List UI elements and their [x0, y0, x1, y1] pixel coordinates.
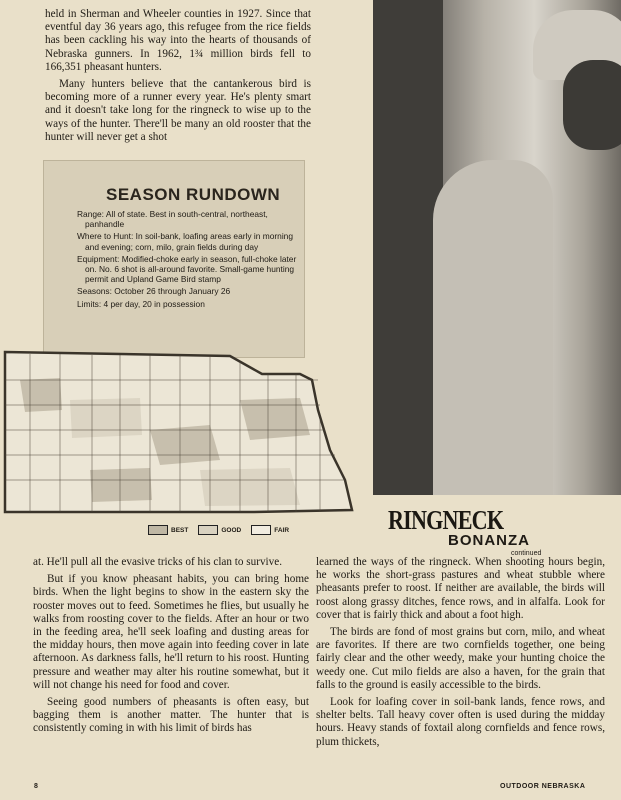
map-legend: [148, 525, 289, 535]
article-subtitle: BONANZA: [448, 532, 530, 549]
legend-fair-label: FAIR: [274, 526, 290, 534]
legend-good-label: GOOD: [221, 526, 242, 534]
map-best-area-4: [90, 468, 152, 502]
map-good-area-1: [70, 398, 142, 438]
page-number: 8: [34, 783, 38, 790]
right-column-text: [316, 556, 605, 753]
article-title-block: [388, 505, 558, 557]
hunter-photo: [373, 0, 621, 495]
right-paragraph-2: The birds are fond of most grains but corn, milo, and wheat are favorites. If there are two cornfields together, one being fairly clear and the other weedy, make your hunting choice the weedy one. Cut milo fields are also a haven, for the grain that falls to the ground is easily accessible to the birds.: [316, 626, 605, 691]
rundown-title: SEASON RUNDOWN: [106, 185, 281, 204]
legend-best-label: BEST: [171, 526, 189, 534]
left-column-text: [33, 556, 309, 740]
rundown-list: [77, 209, 297, 311]
left-paragraph-1: at. He'll pull all the evasive tricks of his clan to survive.: [33, 556, 283, 568]
top-paragraph-1: held in Sherman and Wheeler counties in 1927. Since that eventful day 36 years ago, this refugee from the rice fields has been cackling his way into the hearts of thousands of Nebraska gunners. In 1962, 1¾ million birds fell to 166,351 pheasant hunters.: [45, 8, 311, 73]
nebraska-county-map: [0, 340, 360, 525]
left-paragraph-2: But if you know pheasant habits, you can bring home birds. When the light begins to show in the eastern sky the rooster moves out to feed. Sometimes he flies, but usually he walks from roosting cover to the fields. After an hour or two in the feeding area, he'll seek loafing and dusting areas for the midday hours, then move again into feeding cover in late afternoon. As darkness falls, he'll return to his roost. Hunting pressure and weather may alter his routine somewhat, but it will not change his need for food and cover.: [33, 573, 309, 691]
top-paragraph-2: Many hunters believe that the cantankerous bird is becoming more of a runner every year. He's plenty smart and it doesn't take long for the ringneck to wise up to the ways of the hunter. There'll be many an old rooster that the hunter will never get a shot: [45, 78, 311, 143]
magazine-name: OUTDOOR NEBRASKA: [500, 783, 586, 790]
legend-best: [148, 525, 188, 535]
legend-fair-swatch: [251, 525, 271, 535]
legend-good: [198, 525, 241, 535]
right-paragraph-3: Look for loafing cover in soil-bank lands, fence rows, and shelter belts. Tall heavy cover often is used during the midday hours. Heavy stands of foxtail along cornfields and fence rows, plum thickets,: [316, 696, 605, 748]
rundown-where: Where to Hunt: In soil-bank, loafing areas early in morning and evening; corn, milo, grain fields during day: [77, 231, 293, 252]
rundown-range: Range: All of state. Best in south-central, northeast, panhandle: [77, 209, 268, 230]
rundown-limits: Limits: 4 per day, 20 in possession: [77, 298, 205, 309]
photo-coat: [433, 160, 553, 495]
map-best-area-2: [150, 425, 220, 465]
rundown-equipment: Equipment: Modified-choke early in season, full-choke later on. No. 6 shot is all-around favorite. Small-game hunting permit and Upland Game Bird stamp: [77, 253, 297, 285]
article-title: RINGNECK: [388, 505, 504, 535]
legend-best-swatch: [148, 525, 168, 535]
photo-face: [563, 60, 621, 150]
season-rundown-box: [43, 160, 305, 358]
map-best-area-3: [240, 398, 310, 440]
left-paragraph-3: Seeing good numbers of pheasants is often easy, but bagging them is another matter. The hunter that is consistently coming in with his limit of birds has: [33, 696, 309, 735]
right-paragraph-1: learned the ways of the ringneck. When shooting hours begin, he works the short-grass pastures and wheat stubble where pheasants prefer to roost. If neither are available, the birds will roost along grassy ditches, fence rows, and in alfalfa. Look for cover that is fairly thick and about a foot high.: [316, 556, 605, 621]
map-best-area-1: [20, 378, 62, 412]
legend-good-swatch: [198, 525, 218, 535]
legend-fair: [251, 525, 289, 535]
continued-label: continued: [511, 550, 542, 557]
rundown-seasons: Seasons: October 26 through January 26: [77, 286, 231, 297]
map-good-area-2: [200, 468, 300, 506]
top-article-text: [45, 8, 311, 148]
